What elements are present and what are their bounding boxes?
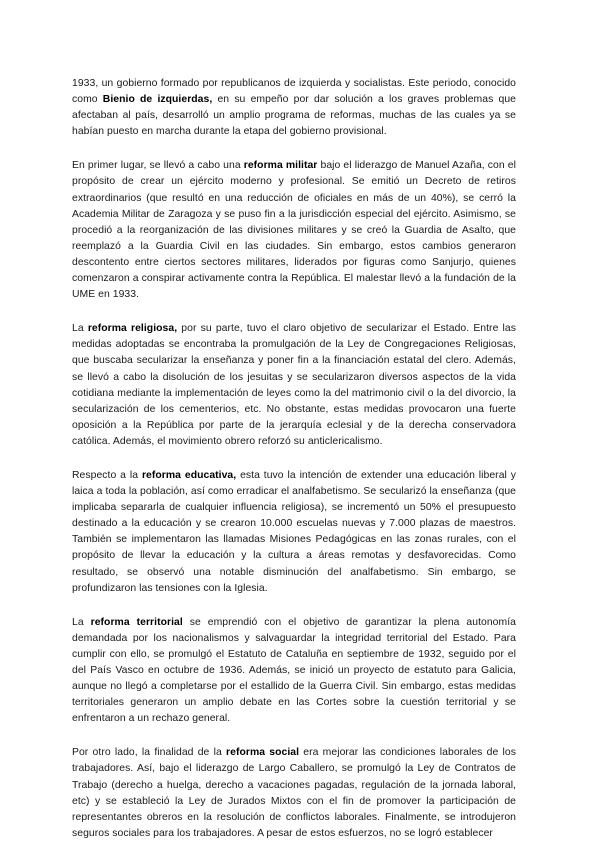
text-span: Por otro lado, la finalidad de la [72, 747, 227, 759]
text-span: se emprendió con el objetivo de garantizar la plena autonomía demandada por los nacionalismos y salvaguardar la integridad territorial del Estado. Para cumplir con ello, se promulgó el Estatuto de Cataluña en septiembre de 1932, seguido por el del País Vasco en octubre de 1936. Además, se inició un proyecto de estatuto para Galicia, aunque no llegó a completarse por el estallido de la Guerra Civil. Sin embargo, estas medidas territoriales generaron un amplio debate en las Cortes sobre la cuestión territorial y se enfrentaron a un rechazo general. [72, 616, 516, 725]
bold-term: reforma territorial [90, 616, 183, 628]
bold-term: Bienio de izquierdas, [102, 94, 213, 106]
text-span: La [72, 323, 88, 335]
bold-term: reforma educativa, [141, 469, 237, 481]
text-span: era mejorar las condiciones laborales de los trabajadores. Así, bajo el liderazgo de Largo Caballero, se promulgó la Ley de Contratos de Trabajo (derecho a huelga, derecho a vacaciones pagadas, regulación de la jornada laboral, etc) y se estableció la Ley de Jurados Mixtos con el fin de promover la participación de representantes obreros en la resolución de conflictos laborales. Finalmente, se introdujeron seguros sociales para los trabajadores. A pesar de estos esfuerzos, no se logró establecer [72, 747, 516, 839]
text-span: esta tuvo la intención de extender una educación liberal y laica a toda la población, así como erradicar el analfabetismo. Se secularizó la enseñanza (que implicaba separarla de cualquier influencia religiosa), se incrementó un 50% el presupuesto destinado a la educación y se crearon 10.000 escuelas nuevas y 7.000 plazas de maestros. También se implementaron las llamadas Misiones Pedagógicas en las zonas rurales, con el propósito de llevar la educación y la cultura a áreas remotas y desfavorecidas. Como resultado, se observó una notable disminución del analfabetismo. Sin embargo, se profundizaron las tensiones con la Iglesia. [72, 469, 516, 594]
paragraph-reforma-social [72, 745, 516, 842]
paragraph-reforma-militar [72, 158, 516, 303]
bold-term: reforma social [226, 747, 300, 759]
paragraph-reforma-territorial [72, 615, 516, 728]
text-span: en su empeño por dar solución a los graves problemas que afectaban al país, desarrolló un amplio programa de reformas, muchas de las cuales ya se habían puesto en marcha durante la etapa del gobierno provisional. [72, 94, 516, 138]
text-span: por su parte, tuvo el claro objetivo de secularizar el Estado. Entre las medidas adoptadas se encontraba la promulgación de la Ley de Congregaciones Religiosas, que buscaba secularizar la enseñanza y poner fin a la financiación estatal del clero. Además, se llevó a cabo la disolución de los jesuitas y se secularizaron diversos aspectos de la vida cotidiana mediante la implementación de leyes como la del matrimonio civil o la del divorcio, la secularización de los cementerios, etc. No obstante, estas medidas provocaron una fuerte oposición a la República por parte de la jerarquía eclesial y de la derecha conservadora católica. Además, el movimiento obrero reforzó su anticlericalismo. [72, 323, 516, 447]
text-span: En primer lugar, se llevó a cabo una [72, 160, 244, 172]
paragraph-bienio-intro [72, 76, 516, 140]
text-span: bajo el liderazgo de Manuel Azaña, con el propósito de crear un ejército moderno y profesional. Se emitió un Decreto de retiros extraordinarios (que resultó en una reducción de oficiales en más de un 40%), se cerró la Academia Militar de Zaragoza y se puso fin a la jurisdicción especial del ejército. Asimismo, se procedió a la reorganización de las divisiones militares y se creó la Guardia de Asalto, que reemplazó a la Guardia Civil en las ciudades. Sin embargo, estos cambios generaron descontento entre ciertos sectores militares, liderados por figuras como Sanjurjo, quienes comenzaron a conspirar activamente contra la República. El malestar llevó a la fundación de la UME en 1933. [72, 160, 516, 301]
bold-term: reforma militar [243, 160, 318, 172]
text-span: La [72, 616, 91, 628]
bold-term: reforma religiosa, [87, 323, 178, 335]
paragraph-reforma-educativa [72, 468, 516, 597]
text-span: 1933, un gobierno formado por republicanos de izquierda y socialistas. Este periodo, conocido como [72, 78, 516, 106]
text-span: Respecto a la [72, 469, 142, 481]
paragraph-reforma-religiosa [72, 321, 516, 450]
